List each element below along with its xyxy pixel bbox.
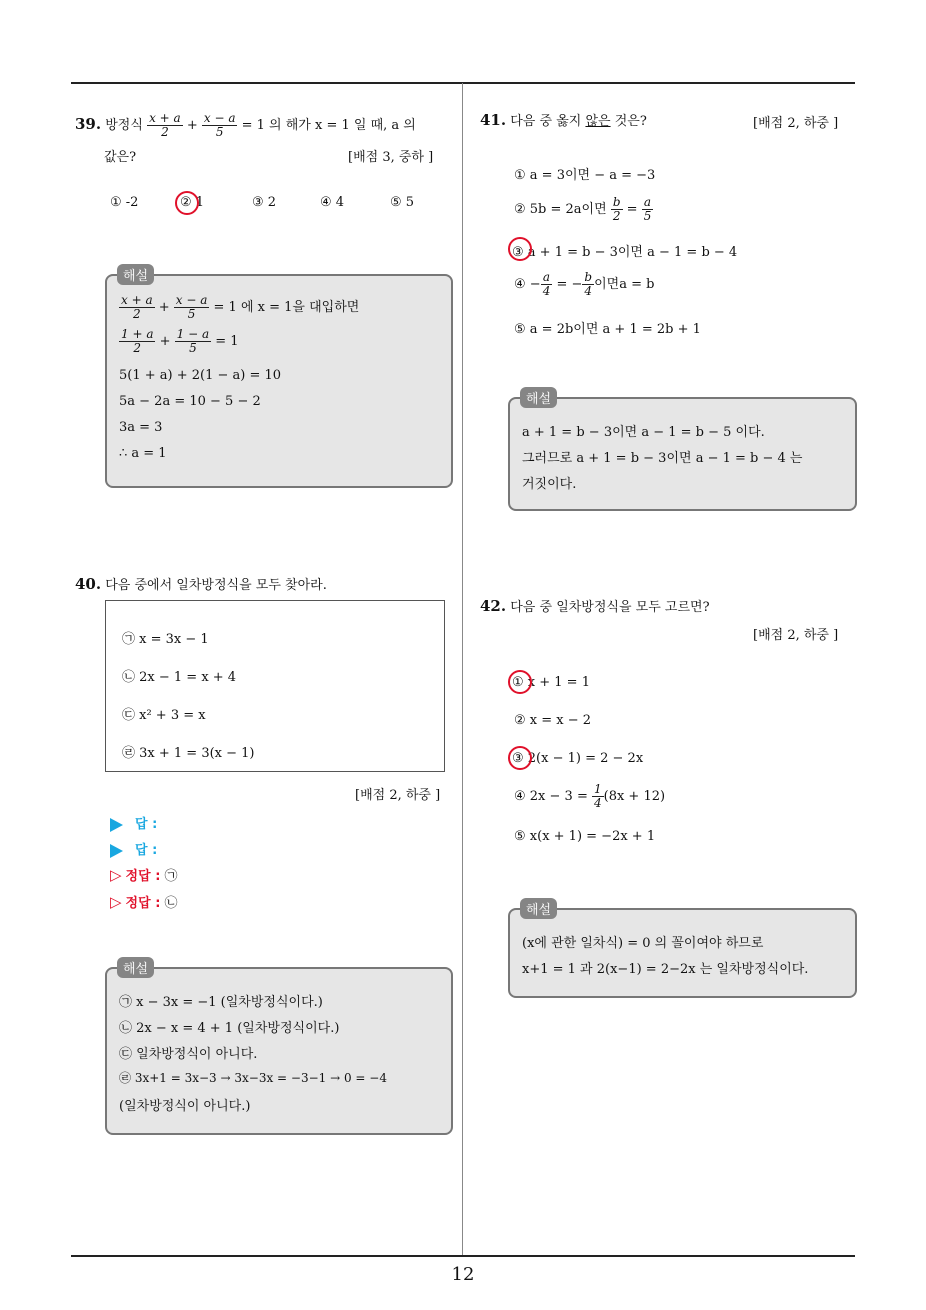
q39-plus: + — [186, 118, 198, 134]
q40-item-3: ㉢ x² + 3 = x — [122, 708, 206, 723]
q39-number: 39. — [75, 115, 102, 134]
column-divider — [462, 83, 463, 1256]
q42-choice-3[interactable]: ③ 2(x − 1) = 2 − 2x — [512, 751, 644, 766]
q39-solution-line-4: 5a − 2a = 10 − 5 − 2 — [119, 394, 261, 409]
q40-item-2: ㉡ 2x − 1 = x + 4 — [122, 670, 237, 685]
outline-triangle-icon: ▷ — [110, 866, 122, 884]
q41-solution-line-1: a + 1 = b − 3이면 a − 1 = b − 5 이다. — [522, 425, 765, 440]
outline-triangle-icon: ▷ — [110, 893, 122, 911]
q41-choice-3[interactable]: ③ a + 1 = b − 3이면 a − 1 = b − 4 — [512, 245, 738, 260]
q39-solution-line-3: 5(1 + a) + 2(1 − a) = 10 — [119, 368, 282, 383]
page-number: 12 — [451, 1264, 475, 1285]
q41-text-underlined: 않은 — [585, 114, 611, 129]
q39-answer-circle-mark — [175, 191, 199, 215]
q41-text-a: 다음 중 옳지 — [510, 114, 582, 129]
q39-stem — [75, 112, 416, 139]
q41-choice-1[interactable]: ① a = 3이면 − a = −3 — [514, 168, 656, 183]
q40-solution-box — [105, 962, 453, 1135]
q39-score: [배점 3, 중하 ] — [348, 150, 434, 165]
q40-score: [배점 2, 하중 ] — [355, 788, 441, 803]
q40-correct-value-2: ㉡ — [164, 896, 178, 911]
q39-choice-5[interactable]: ⑤ 5 — [390, 195, 415, 210]
q42-choice-1[interactable]: ① x + 1 = 1 — [512, 675, 590, 690]
q42-solution-box — [508, 903, 857, 998]
q40-item-1: ㉠ x = 3x − 1 — [122, 632, 209, 647]
q39-fraction-1: $\frac{x + a}{2}$ — [149, 111, 181, 140]
q41-score: [배점 2, 하중 ] — [753, 116, 839, 131]
q41-text-b: 것은? — [614, 114, 647, 129]
q39-solution-line-2: $\frac{1 + a}{2}$ + $\frac{1 - a}{5}$ = 1 — [121, 327, 239, 356]
filled-triangle-icon — [110, 818, 123, 832]
q41-solution-box — [508, 392, 857, 511]
q40-correct-row-2: ▷ 정답 : ㉡ — [110, 893, 178, 911]
q41-answer-circle-mark — [508, 237, 532, 261]
q39-solution-box — [105, 269, 453, 488]
q41-solution-line-3: 거짓이다. — [522, 477, 577, 492]
filled-triangle-icon — [110, 844, 123, 858]
q39-solution-line-1: $\frac{x + a}{2}$ + $\frac{x - a}{5}$ = 1 에 x = 1을 대입하면 — [121, 293, 360, 322]
q40-item-box — [105, 600, 445, 772]
q41-solution-line-2: 그러므로 a + 1 = b − 3이면 a − 1 = b − 4 는 — [522, 451, 803, 466]
q39-solution-line-6: ∴ a = 1 — [119, 446, 167, 461]
q41-choice-2[interactable]: ② 5b = 2a이면 $\frac{b}{2}$ = $\frac{a}{5}$ — [514, 195, 652, 224]
q41-solution-tag: 해설 — [520, 387, 557, 408]
q40-answer-row-2[interactable]: 답 : — [110, 839, 157, 858]
q39-fraction-2: $\frac{x - a}{5}$ — [203, 111, 236, 140]
q39-choice-3[interactable]: ③ 2 — [252, 195, 277, 210]
q41-stem — [480, 110, 647, 129]
q40-correct-row-1: ▷ 정답 : ㉠ — [110, 866, 178, 884]
q40-item-4: ㉣ 3x + 1 = 3(x − 1) — [122, 746, 255, 761]
q40-solution-line-3: ㉢ 일차방정식이 아니다. — [119, 1047, 258, 1062]
q39-choice-2[interactable]: ② 1 — [180, 195, 205, 210]
q42-choice-2[interactable]: ② x = x − 2 — [514, 713, 592, 728]
q39-solution-line-5: 3a = 3 — [119, 420, 163, 435]
q40-solution-line-5: (일차방정식이 아니다.) — [119, 1099, 251, 1114]
q40-text: 다음 중에서 일차방정식을 모두 찾아라. — [105, 578, 327, 593]
q42-solution-line-1: (x에 관한 일차식) = 0 의 꼴이여야 하므로 — [522, 936, 764, 951]
top-rule — [71, 82, 855, 84]
q40-solution-line-2: ㉡ 2x − x = 4 + 1 (일차방정식이다.) — [119, 1021, 340, 1036]
q39-choice-1[interactable]: ① -2 — [110, 195, 139, 210]
q42-stem — [480, 596, 710, 615]
q42-solution-tag: 해설 — [520, 898, 557, 919]
q40-stem — [75, 574, 327, 593]
q42-answer-circle-mark-3 — [508, 746, 532, 770]
q42-number: 42. — [480, 597, 507, 615]
q40-solution-line-1: ㉠ x − 3x = −1 (일차방정식이다.) — [119, 995, 323, 1010]
bottom-rule — [71, 1255, 855, 1257]
q40-correct-value-1: ㉠ — [164, 869, 178, 884]
q40-solution-line-4: ㉣ 3x+1 = 3x−3 → 3x−3x = −3−1 → 0 = −4 — [119, 1071, 387, 1085]
q42-score: [배점 2, 하중 ] — [753, 628, 839, 643]
q42-text: 다음 중 일차방정식을 모두 고르면? — [510, 600, 710, 615]
q42-solution-line-2: x+1 = 1 과 2(x−1) = 2−2x 는 일차방정식이다. — [522, 962, 809, 977]
q39-choice-4[interactable]: ④ 4 — [320, 195, 345, 210]
q42-answer-circle-mark-1 — [508, 670, 532, 694]
q39-line2: 값은? — [104, 150, 137, 165]
q40-number: 40. — [75, 575, 102, 593]
q42-choice-5[interactable]: ⑤ x(x + 1) = −2x + 1 — [514, 829, 656, 844]
q39-suffix: = 1 의 해가 x = 1 일 때, a 의 — [241, 118, 416, 134]
q40-answer-row-1[interactable]: 답 : — [110, 813, 157, 832]
q39-prefix: 방정식 — [105, 118, 143, 134]
q40-solution-tag: 해설 — [117, 957, 154, 978]
q41-number: 41. — [480, 111, 507, 129]
q41-choice-5[interactable]: ⑤ a = 2b이면 a + 1 = 2b + 1 — [514, 322, 701, 337]
q42-choice-4[interactable]: ④ 2x − 3 = $\frac{1}{4}$ (8x + 12) — [514, 782, 666, 811]
q41-choice-4[interactable]: ④ − $\frac{a}{4}$ = − $\frac{b}{4}$ 이면a = b — [514, 270, 655, 299]
q39-solution-tag: 해설 — [117, 264, 154, 285]
